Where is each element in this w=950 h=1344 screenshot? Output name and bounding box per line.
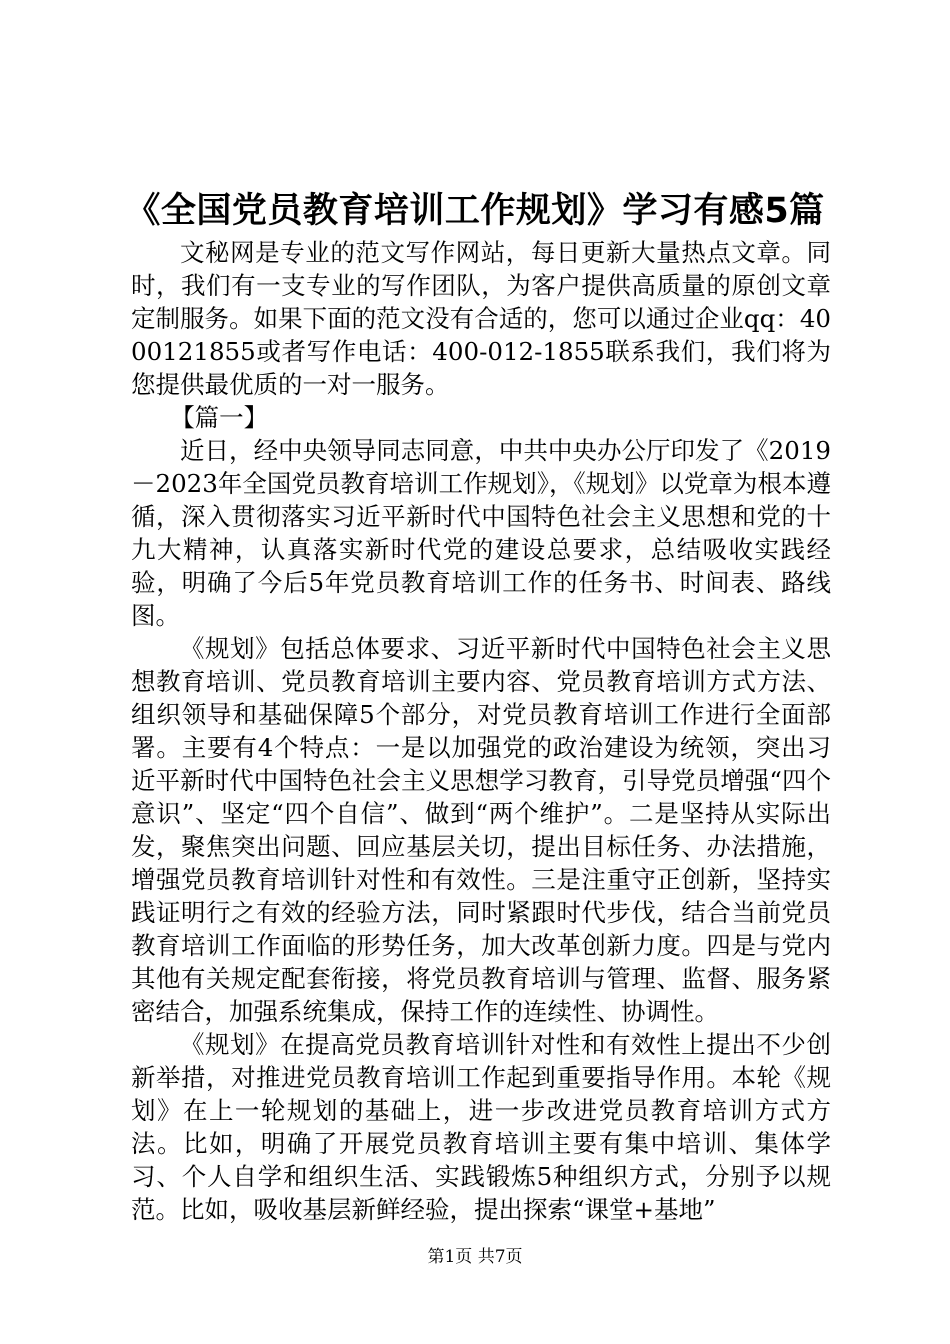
document-body xyxy=(131,236,831,1226)
body-paragraph-3: 《规划》在提高党员教育培训针对性和有效性上提出不少创新举措，对推进党员教育培训工作起到重要指导作用。本轮《规划》在上一轮规划的基础上，进一步改进党员教育培训方式方法。比如，明确了开展党员教育培训主要有集中培训、集体学习、个人自学和组织生活、实践锻炼5种组织方式，分别予以规范。比如，吸收基层新鲜经验，提出探索“课堂+基地” xyxy=(131,1030,831,1224)
document-title: 《全国党员教育培训工作规划》学习有感5篇 xyxy=(125,191,825,231)
intro-paragraph: 文秘网是专业的范文写作网站，每日更新大量热点文章。同时，我们有一支专业的写作团队，为客户提供高质量的原创文章定制服务。如果下面的范文没有合适的，您可以通过企业qq：4000121855或者写作电话：400-012-1855联系我们，我们将为您提供最优质的一对一服务。 xyxy=(131,238,831,399)
body-paragraph-2: 《规划》包括总体要求、习近平新时代中国特色社会主义思想教育培训、党员教育培训主要内容、党员教育培训方式方法、组织领导和基础保障5个部分，对党员教育培训工作进行全面部署。主要有4个特点：一是以加强党的政治建设为统领，突出习近平新时代中国特色社会主义思想学习教育，引导党员增强“四个意识”、坚定“四个自信”、做到“两个维护”。二是坚持从实际出发，聚焦突出问题、回应基层关切，提出目标任务、办法措施，增强党员教育培训针对性和有效性。三是注重守正创新，坚持实践证明行之有效的经验方法，同时紧跟时代步伐，结合当前党员教育培训工作面临的形势任务，加大改革创新力度。四是与党内其他有关规定配套衔接，将党员教育培训与管理、监督、服务紧密结合，加强系统集成，保持工作的连续性、协调性。 xyxy=(131,634,831,1026)
body-paragraph-1: 近日，经中央领导同志同意，中共中央办公厅印发了《2019－2023年全国党员教育培训工作规划》，《规划》以党章为根本遵循，深入贯彻落实习近平新时代中国特色社会主义思想和党的十九大精神，认真落实新时代党的建设总要求，总结吸收实践经验，明确了今后5年党员教育培训工作的任务书、时间表、路线图。 xyxy=(131,436,831,630)
page-number-footer: 第1页 共7页 xyxy=(427,1247,523,1267)
section-heading: 【篇一】 xyxy=(170,403,269,432)
